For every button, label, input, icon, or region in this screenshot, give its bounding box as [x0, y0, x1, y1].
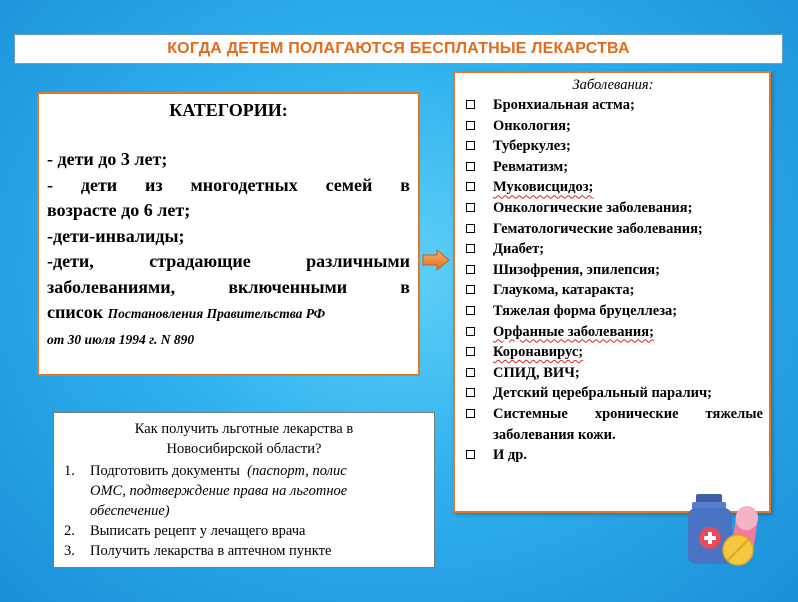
list-item: 2. Выписать рецепт у лечащего врача — [64, 523, 306, 539]
checkbox-icon — [466, 182, 475, 191]
list-item: Системные хронические тяжелые — [463, 404, 763, 425]
list-item: Глаукома, катаракта; — [463, 280, 763, 301]
checkbox-icon — [466, 306, 475, 315]
checkbox-icon — [466, 285, 475, 294]
category-line: заболеваниями, включенными в — [47, 276, 410, 297]
category-text: список — [47, 302, 104, 322]
list-item: Онкология; — [463, 116, 763, 137]
list-item: 1. Подготовить документы (паспорт, полис ОМС, подтверждение права на льготное обеспечение) — [64, 463, 348, 519]
checkbox-icon — [466, 100, 475, 109]
category-line: возрасте до 6 лет; — [47, 200, 191, 220]
list-item: Онкологические заболевания; — [463, 198, 763, 219]
list-item-continuation: заболевания кожи. — [493, 426, 616, 443]
checkbox-icon — [466, 224, 475, 233]
diseases-title: Заболевания: — [572, 77, 654, 93]
checkbox-icon — [466, 388, 475, 397]
page-title: КОГДА ДЕТЕМ ПОЛАГАЮТСЯ БЕСПЛАТНЫЕ ЛЕКАРСТВА — [167, 40, 630, 57]
list-item: Шизофрения, эпилепсия; — [463, 260, 763, 281]
list-item: Орфанные заболевания; — [463, 322, 763, 343]
category-line: -дети-инвалиды; — [47, 225, 185, 246]
diseases-list — [463, 95, 763, 466]
categories-box — [37, 92, 420, 376]
checkbox-icon — [466, 265, 475, 274]
arrow-right-icon — [422, 249, 450, 271]
checkbox-icon — [466, 121, 475, 130]
medicine-illustration — [686, 494, 768, 572]
category-line: - дети из многодетных семей в — [47, 174, 410, 195]
list-item: Диабет; — [463, 239, 763, 260]
category-line — [47, 300, 410, 327]
tablet-icon — [723, 535, 753, 565]
list-item: Гематологические заболевания; — [463, 219, 763, 240]
list-item: Муковисцидоз; — [463, 177, 763, 198]
list-item: Туберкулез; — [463, 136, 763, 157]
howto-title: Как получить льготные лекарства в Новосибирской области? — [134, 421, 354, 457]
checkbox-icon — [466, 162, 475, 171]
category-line: - дети до 3 лет; — [47, 149, 168, 169]
diseases-box — [453, 71, 771, 513]
checkbox-icon — [466, 327, 475, 336]
checkbox-icon — [466, 244, 475, 253]
list-item: Тяжелая форма бруцеллеза; — [463, 301, 763, 322]
checkbox-icon — [466, 141, 475, 150]
list-item: И др. — [463, 445, 763, 466]
regulation-reference: от 30 июля 1994 г. N 890 — [47, 331, 195, 347]
checkbox-icon — [466, 203, 475, 212]
howto-box — [53, 412, 435, 568]
checkbox-icon — [466, 450, 475, 459]
list-item: Коронавирус; — [463, 342, 763, 363]
checkbox-icon — [466, 409, 475, 418]
checkbox-icon — [466, 368, 475, 377]
list-item: 3. Получить лекарства в аптечном пункте — [64, 543, 332, 559]
list-item: Бронхиальная астма; — [463, 95, 763, 116]
checkbox-icon — [466, 347, 475, 356]
list-item: СПИД, ВИЧ; — [463, 363, 763, 384]
list-item: Детский церебральный паралич; — [463, 383, 763, 404]
list-item: Ревматизм; — [463, 157, 763, 178]
steps-list — [62, 461, 426, 561]
regulation-reference: Постановления Правительства РФ — [107, 306, 326, 321]
category-line: -дети, страдающие различными — [47, 251, 410, 271]
categories-heading: КАТЕГОРИИ: — [169, 100, 288, 120]
title-bar — [14, 34, 783, 64]
